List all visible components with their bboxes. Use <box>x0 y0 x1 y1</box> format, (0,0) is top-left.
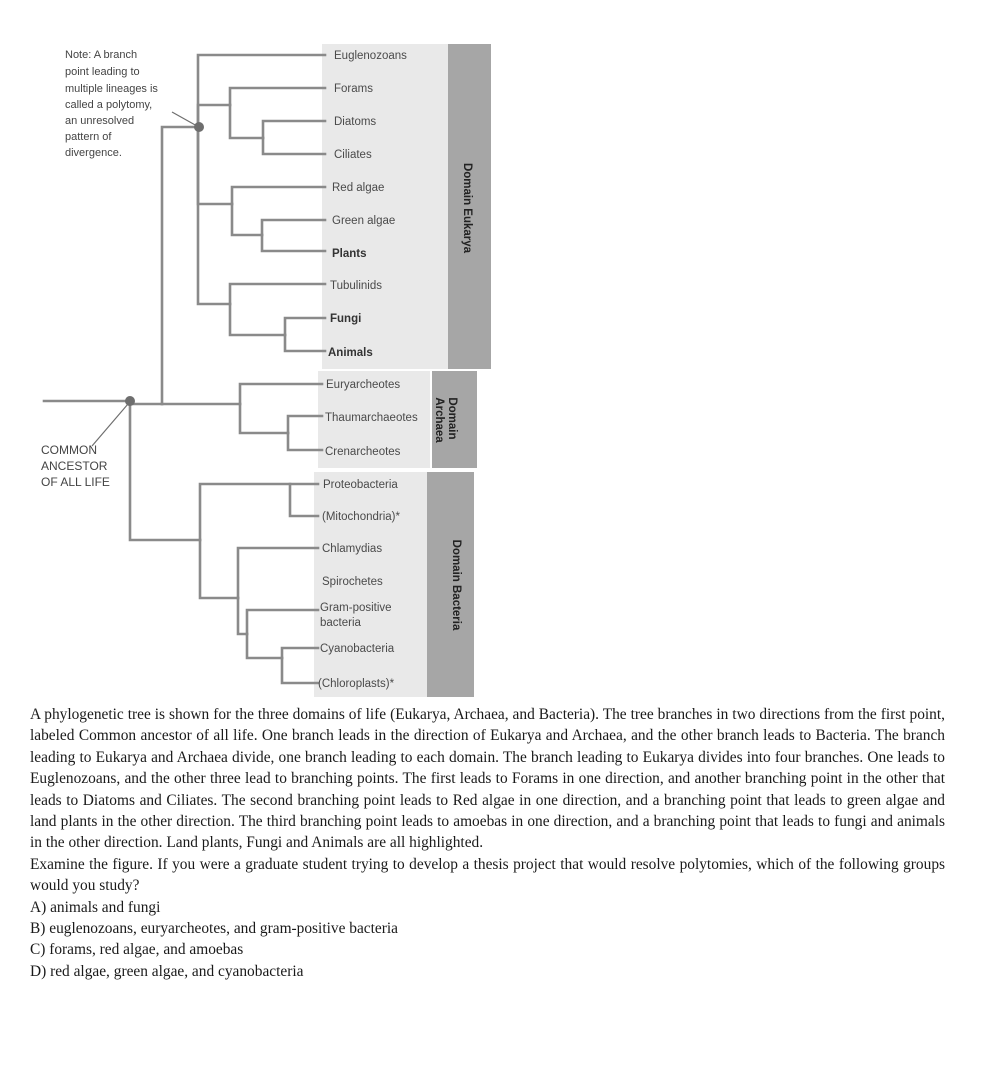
common-ancestor-node <box>125 396 135 406</box>
answer-options <box>30 897 945 983</box>
domain-archaea-line-1: Domain <box>446 397 458 440</box>
taxon-gram-positive: Gram-positive <box>320 602 392 614</box>
taxon-tubulinids: Tubulinids <box>330 280 382 292</box>
taxon-forams: Forams <box>334 83 373 95</box>
taxon-mitochondria: (Mitochondria)* <box>322 511 400 523</box>
taxon-chlamydias: Chlamydias <box>322 543 383 555</box>
taxon-chloroplasts: (Chloroplasts)* <box>318 678 395 690</box>
question-stem: Examine the figure. If you were a graduate student trying to develop a thesis project that would resolve polytomies, which of the following groups would you study? <box>30 855 945 895</box>
taxon-thaumarchaeotes: Thaumarchaeotes <box>325 412 418 424</box>
common-ancestor-label: COMMON ANCESTOR OF ALL LIFE <box>41 443 110 489</box>
polytomy-pointer <box>172 112 197 126</box>
taxon-red-algae: Red algae <box>332 182 385 194</box>
taxon-gram-positive-bacteria: bacteria <box>320 617 361 629</box>
question-block <box>30 704 945 982</box>
domain-archaea-label <box>433 397 458 443</box>
polytomy-node <box>194 122 204 132</box>
domain-eukarya-label: Domain Eukarya <box>461 162 473 254</box>
domain-bacteria-label: Domain Bacteria <box>450 539 462 631</box>
taxon-green-algae: Green algae <box>332 215 396 227</box>
option-d[interactable]: D) red algae, green algae, and cyanobacteria <box>30 962 304 980</box>
taxon-euglenozoans: Euglenozoans <box>334 50 407 62</box>
taxon-spirochetes: Spirochetes <box>322 576 383 588</box>
polytomy-note: Note: A branch point leading to multiple lineages is called a polytomy, an unresolved pattern of divergence. <box>65 49 158 159</box>
taxon-diatoms: Diatoms <box>334 116 377 128</box>
ancestor-pointer <box>92 404 128 446</box>
taxon-cyanobacteria: Cyanobacteria <box>320 643 395 655</box>
taxon-proteobacteria: Proteobacteria <box>323 479 398 491</box>
option-c[interactable]: C) forams, red algae, and amoebas <box>30 941 244 959</box>
figure-description: A phylogenetic tree is shown for the three domains of life (Eukarya, Archaea, and Bacteria). The tree branches in two directions from the first point, labeled Common ancestor of all life. One branch leads in the direction of Eukarya and Archaea, and the other branch leads to Bacteria. The branch leading to Eukarya and Archaea divide, one branch leading to each domain. The branch leading to Eukarya divides into four branches. One leads to Euglenozoans, and the other three lead to branching points. The first leads to Forams in one direction, and another branching point in the other that leads to Diatoms and Ciliates. The second branching point leads to Red algae in one direction, and a branching point that leads to green algae and land plants in the other direction. The third branching point leads to amoebas in one direction, and a branching point that leads to fungi and animals in the other direction. Land plants, Fungi and Animals are all highlighted. <box>30 706 945 852</box>
taxon-animals: Animals <box>328 347 373 359</box>
domain-archaea-line-2: Archaea <box>433 397 445 443</box>
taxon-plants: Plants <box>332 248 367 260</box>
taxon-euryarcheotes: Euryarcheotes <box>326 379 401 391</box>
taxon-crenarcheotes: Crenarcheotes <box>325 446 401 458</box>
taxon-fungi: Fungi <box>330 313 362 325</box>
option-b[interactable]: B) euglenozoans, euryarcheotes, and gram-positive bacteria <box>30 920 398 938</box>
option-a[interactable]: A) animals and fungi <box>30 898 161 916</box>
taxon-ciliates: Ciliates <box>334 149 372 161</box>
